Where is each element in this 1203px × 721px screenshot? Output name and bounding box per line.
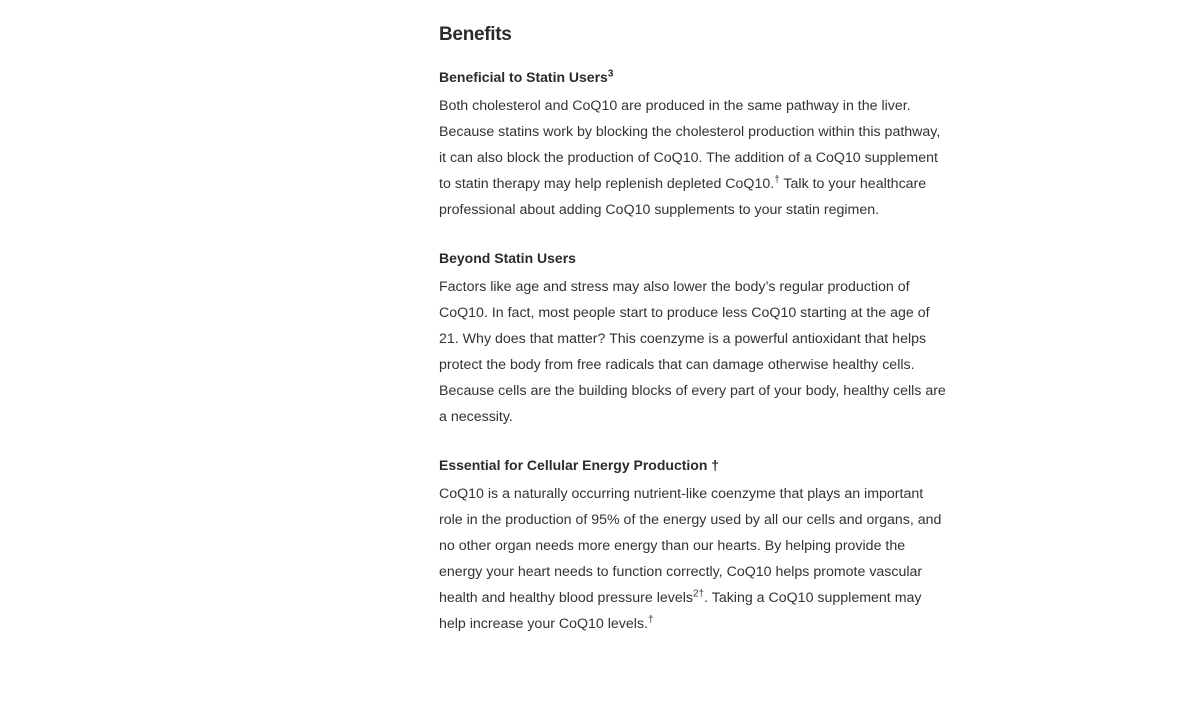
section-body [439,481,949,637]
section-beyond-statin-users [439,248,949,430]
section-cellular-energy [439,455,949,637]
section-title-text: Essential for Cellular Energy Production † [439,457,720,473]
benefits-heading: Benefits [439,24,512,45]
body-text: Factors like age and stress may also lower the body’s regular production of CoQ10. In fact, most people start to produce less CoQ10 starting at the age of 21. Why does that matter? This coenzyme is a powerful antioxidant that helps protect the body from free radicals that can damage otherwise healthy cells. Because cells are the building blocks of every part of your body, healthy cells are a necessity. [439,279,946,425]
section-title-text: Beyond Statin Users [439,250,576,266]
footnote-ref: 2† [692,588,705,600]
section-body [439,93,949,223]
body-text: Both cholesterol and CoQ10 are produced in the same pathway in the liver. Because statins work by blocking the cholesterol production within this pathway, it can also block the production of CoQ10. The addition of a CoQ10 supplement to statin therapy may help replenish depleted CoQ10. [439,98,941,192]
body-text: Talk to your healthcare professional about adding CoQ10 supplements to your statin regimen. [439,176,927,218]
section-body [439,274,949,430]
body-text: CoQ10 is a naturally occurring nutrient-like coenzyme that plays an important role in the production of 95% of the energy used by all our cells and organs, and no other organ needs more energy than our hearts. By helping provide the energy your heart needs to function correctly, CoQ10 helps promote vascular health and healthy blood pressure levels [439,486,942,606]
section-title-text: Beneficial to Statin Users [439,69,608,85]
footnote-ref: † [647,614,654,626]
benefits-content [439,22,949,637]
footnote-ref: † [774,174,780,186]
section-title [439,67,949,87]
footnote-ref: 3 [607,68,614,80]
section-statin-users [439,67,949,223]
section-title [439,248,949,268]
body-text: . Taking a CoQ10 supplement may help increase your CoQ10 levels. [439,590,922,632]
section-title [439,455,949,475]
